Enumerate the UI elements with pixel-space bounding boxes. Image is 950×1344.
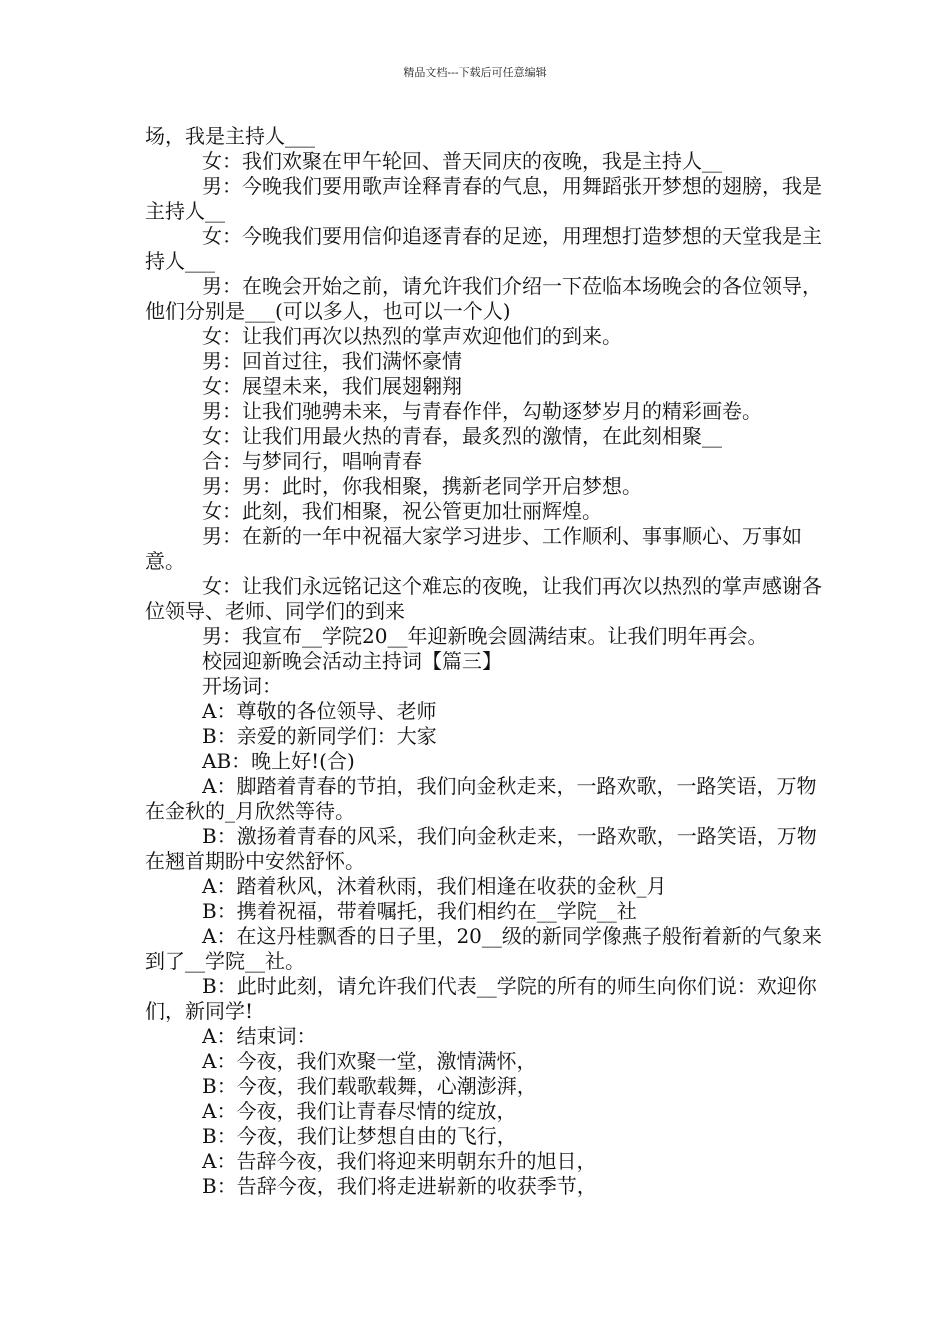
paragraph: 开场词： — [202, 674, 282, 698]
page-header: 精品文档---下载后可任意编辑 — [403, 66, 547, 79]
paragraph: 男：我宣布__学院20__年迎新晚会圆满结束。让我们明年再会。 — [202, 624, 768, 648]
paragraph: 女：此刻，我们相聚，祝公管更加壮丽辉煌。 — [202, 499, 602, 523]
paragraph: B：今夜，我们载歌载舞，心潮澎湃， — [202, 1074, 537, 1098]
paragraph: A：今夜，我们欢聚一堂，激情满怀， — [202, 1049, 537, 1073]
paragraph: 女：展望未来，我们展翅翱翔 — [202, 374, 462, 398]
paragraph: 女：我们欢聚在甲午轮回、普天同庆的夜晚，我是主持人__ — [202, 149, 722, 173]
paragraph: 男：回首过往，我们满怀豪情 — [202, 349, 462, 373]
document-body — [145, 124, 825, 1199]
paragraph: 女：让我们用最火热的青春，最炙烈的激情，在此刻相聚__ — [202, 424, 722, 448]
paragraph: B：今夜，我们让梦想自由的飞行， — [202, 1124, 517, 1148]
paragraph: B：激扬着青春的风采，我们向金秋走来，一路欢歌，一路笑语，万物在翘首期盼中安然舒怀。 — [145, 824, 817, 873]
paragraph: 女：让我们永远铭记这个难忘的夜晚，让我们再次以热烈的掌声感谢各位领导、老师、同学们的到来 — [145, 574, 822, 623]
paragraph: 女：让我们再次以热烈的掌声欢迎他们的到来。 — [202, 324, 622, 348]
paragraph: A：尊敬的各位领导、老师 — [202, 699, 437, 723]
paragraph: 男：在新的一年中祝福大家学习进步、工作顺利、事事顺心、万事如意。 — [145, 524, 802, 573]
paragraph: 男：今晚我们要用歌声诠释青春的气息，用舞蹈张开梦想的翅膀，我是主持人__ — [145, 174, 822, 223]
paragraph: B：告辞今夜，我们将走进崭新的收获季节， — [202, 1174, 597, 1198]
paragraph: B：携着祝福，带着嘱托，我们相约在__学院__社 — [202, 899, 637, 923]
paragraph: 场，我是主持人___ — [145, 124, 315, 148]
paragraph: A：在这丹桂飘香的日子里，20__级的新同学像燕子般衔着新的气象来到了__学院__社。 — [145, 924, 822, 973]
paragraph: A：踏着秋风，沐着秋雨，我们相逢在收获的金秋_月 — [202, 874, 667, 898]
paragraph: 合：与梦同行，唱响青春 — [202, 449, 422, 473]
paragraph: B：亲爱的新同学们：大家 — [202, 724, 437, 748]
paragraph: 女：今晚我们要用信仰追逐青春的足迹，用理想打造梦想的天堂我是主持人___ — [145, 224, 822, 273]
paragraph: B：此时此刻，请允许我们代表__学院的所有的师生向你们说：欢迎你们，新同学! — [145, 974, 817, 1023]
paragraph: A：告辞今夜，我们将迎来明朝东升的旭日， — [202, 1149, 597, 1173]
paragraph: AB：晚上好!(合) — [202, 749, 355, 773]
paragraph: 男：让我们驰骋未来，与青春作伴，勾勒逐梦岁月的精彩画卷。 — [202, 399, 762, 423]
paragraph: A：今夜，我们让青春尽情的绽放， — [202, 1099, 517, 1123]
paragraph: 校园迎新晚会活动主持词【篇三】 — [202, 649, 502, 673]
paragraph: A：结束词： — [202, 1024, 317, 1048]
paragraph: A：脚踏着青春的节拍，我们向金秋走来，一路欢歌，一路笑语，万物在金秋的_月欣然等待。 — [145, 774, 817, 823]
paragraph: 男：男：此时，你我相聚，携新老同学开启梦想。 — [202, 474, 642, 498]
paragraph: 男：在晚会开始之前，请允许我们介绍一下莅临本场晚会的各位领导，他们分别是___(可以多人，也可以一个人) — [145, 274, 822, 323]
